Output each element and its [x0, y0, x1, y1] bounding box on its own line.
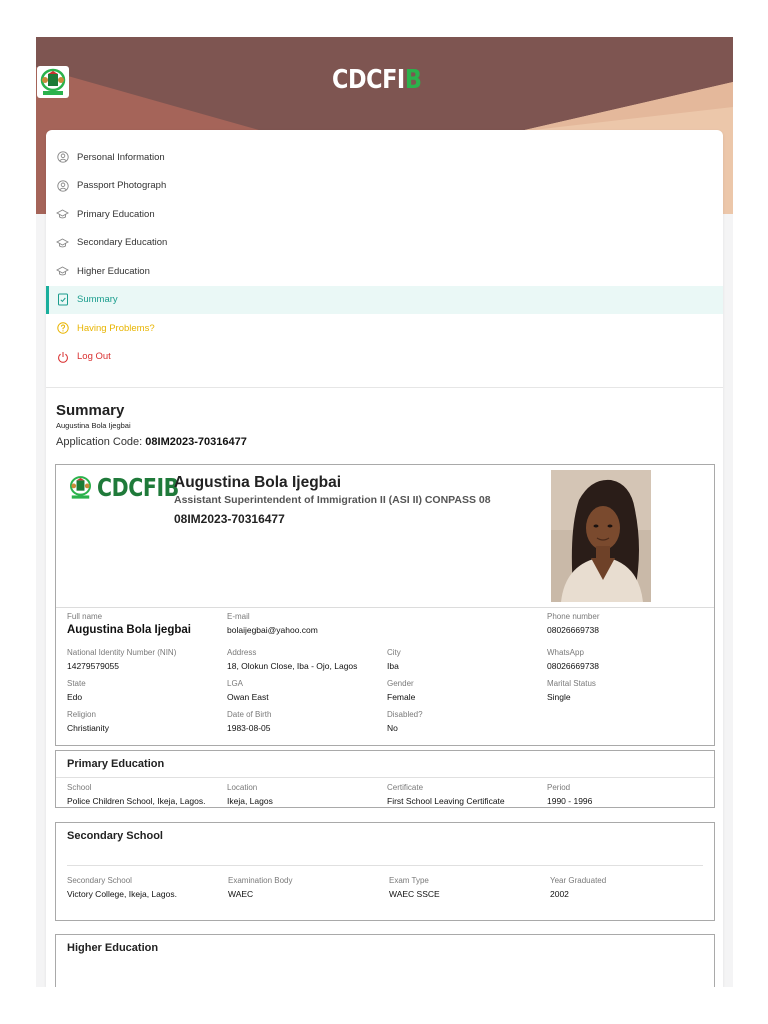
graduation-cap-icon: [56, 236, 69, 249]
field-gender: Gender Female: [387, 679, 416, 702]
menu-item-summary[interactable]: [46, 286, 723, 315]
menu-item-log-out[interactable]: [46, 343, 723, 372]
menu-item-label: Having Problems?: [77, 322, 155, 334]
menu-item-personal-information[interactable]: [46, 143, 723, 172]
user-circle-icon: [56, 151, 69, 164]
page-background: [36, 37, 733, 987]
field-whatsapp: WhatsApp 08026669738: [547, 648, 600, 671]
coat-of-arms-icon: [67, 474, 94, 501]
application-code-line: [56, 436, 247, 448]
secondary-school-card: [55, 822, 715, 921]
field-address: Address 18, Olokun Close, Iba - Ojo, Lagos: [227, 648, 358, 671]
profile-application-code: 08IM2023-70316477: [174, 512, 285, 526]
section-divider: [56, 777, 714, 778]
field-state: State Edo: [67, 679, 86, 702]
field-religion: Religion Christianity: [67, 710, 110, 733]
power-icon: [56, 350, 69, 363]
menu-item-having-problems[interactable]: [46, 314, 723, 343]
side-menu: [46, 143, 723, 371]
field-year-graduated: Year Graduated 2002: [550, 876, 607, 899]
menu-divider: [46, 387, 723, 388]
coat-of-arms-icon: [36, 65, 70, 99]
profile-brand-logo-text: CDCFIB: [97, 473, 179, 502]
menu-item-label: Log Out: [77, 351, 111, 363]
profile-name: Augustina Bola Ijegbai: [174, 474, 342, 491]
menu-item-label: Primary Education: [77, 208, 155, 220]
passport-photo: [551, 470, 651, 602]
application-code-value: 08IM2023-70316477: [145, 436, 247, 448]
main-card: [46, 130, 723, 987]
menu-item-primary-education[interactable]: [46, 200, 723, 229]
menu-item-label: Summary: [77, 294, 118, 306]
graduation-cap-icon: [56, 208, 69, 221]
section-divider: [67, 865, 703, 866]
field-nin: National Identity Number (NIN) 14279579055: [67, 648, 177, 671]
menu-item-label: Passport Photograph: [77, 180, 167, 192]
field-phone-number: Phone number 08026669738: [547, 612, 600, 635]
menu-item-secondary-education[interactable]: [46, 229, 723, 258]
help-circle-icon: [56, 322, 69, 335]
field-email: E-mail bolaijegbai@yahoo.com: [227, 612, 318, 635]
field-full-name: Full name Augustina Bola Ijegbai: [67, 612, 191, 636]
primary-education-card: [55, 750, 715, 808]
graduation-cap-icon: [56, 265, 69, 278]
field-marital-status: Marital Status Single: [547, 679, 596, 702]
section-title: Higher Education: [67, 942, 159, 954]
field-exam-type: Exam Type WAEC SSCE: [389, 876, 440, 899]
profile-card: [55, 464, 715, 746]
menu-item-label: Personal Information: [77, 151, 165, 163]
brand-logo-text: CDCFIB: [332, 65, 422, 95]
page-title: Summary: [56, 402, 125, 419]
menu-item-higher-education[interactable]: [46, 257, 723, 286]
profile-rank: Assistant Superintendent of Immigration II (ASI II) CONPASS 08: [174, 494, 491, 506]
field-primary-certificate: Certificate First School Leaving Certificate: [387, 783, 505, 806]
field-primary-school: School Police Children School, Ikeja, Lagos.: [67, 783, 206, 806]
profile-divider: [56, 607, 714, 608]
field-examination-body: Examination Body WAEC: [228, 876, 293, 899]
application-code-label: Application Code:: [56, 436, 143, 448]
applicant-name-subtitle: Augustina Bola Ijegbai: [56, 421, 131, 430]
menu-item-label: Higher Education: [77, 265, 150, 277]
field-lga: LGA Owan East: [227, 679, 269, 702]
menu-item-passport-photograph[interactable]: [46, 172, 723, 201]
user-circle-icon: [56, 179, 69, 192]
brand-logo: [36, 65, 733, 95]
field-disabled: Disabled? No: [387, 710, 423, 733]
section-title: Primary Education: [67, 758, 165, 770]
field-secondary-school: Secondary School Victory College, Ikeja, Lagos.: [67, 876, 177, 899]
field-city: City Iba: [387, 648, 401, 671]
field-date-of-birth: Date of Birth 1983-08-05: [227, 710, 272, 733]
file-check-icon: [56, 293, 69, 306]
menu-item-label: Secondary Education: [77, 237, 168, 249]
section-title: Secondary School: [67, 830, 163, 842]
higher-education-card: [55, 934, 715, 987]
field-primary-period: Period 1990 - 1996: [547, 783, 593, 806]
field-primary-location: Location Ikeja, Lagos: [227, 783, 273, 806]
